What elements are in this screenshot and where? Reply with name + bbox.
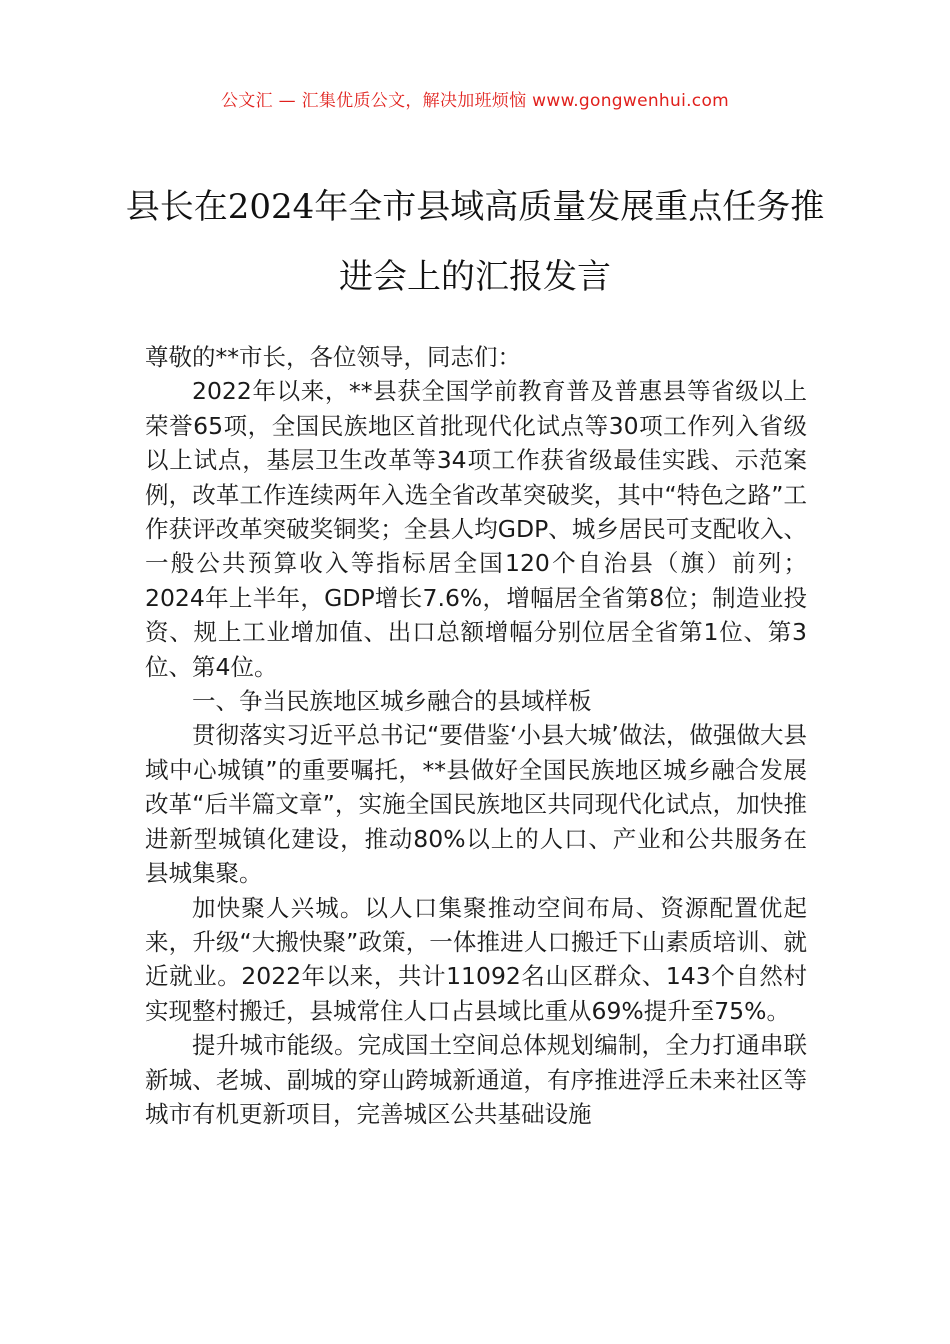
paragraph-population: 加快聚人兴城。以人口集聚推动空间布局、资源配置优起来，升级“大搬快聚”政策，一体推进人口搬迁下山素质培训、就近就业。2022年以来，共计11092名山区群众、143个自然村实现整村搬迁，县城常住人口占县域比重从69%提升至75%。 [145,893,807,1025]
salutation: 尊敬的**市长，各位领导，同志们： [145,343,521,371]
header-banner: 公文汇 — 汇集优质公文，解决加班烦恼 www.gongwenhui.com [220,91,730,111]
paragraph-city-level: 提升城市能级。完成国土空间总体规划编制，全力打通串联新城、老城、副城的穿山跨城新通道，有序推进浮丘未来社区等城市有机更新项目，完善城区公共基础设施 [145,1031,807,1128]
paragraph-section-intro: 贯彻落实习近平总书记“要借鉴‘小县大城’做法，做强做大县域中心城镇”的重要嘱托，**县做好全国民族地区城乡融合发展改革“后半篇文章”，实施全国民族地区共同现代化试点，加快推进新型城镇化建设，推动80%以上的人口、产业和公共服务在县城集聚。 [145,721,807,888]
page-title: 县长在2024年全市县域高质量发展重点任务推进会上的汇报发言 [125,187,825,297]
section-heading: 一、争当民族地区城乡融合的县域样板 [192,687,592,716]
document-body [145,340,807,1131]
paragraph-intro: 2022年以来，**县获全国学前教育普及普惠县等省级以上荣誉65项，全国民族地区首批现代化试点等30项工作列入省级以上试点，基层卫生改革等34项工作获省级最佳实践、示范案例，改革工作连续两年入选全省改革突破奖，其中“特色之路”工作获评改革突破奖铜奖；全县人均GDP、城乡居民可支配收入、一般公共预算收入等指标居全国120个自治县（旗）前列；2024年上半年，GDP增长7.6%，增幅居全省第8位；制造业投资、规上工业增加值、出口总额增幅分别位居全省第1位、第3位、第4位。 [145,377,807,681]
